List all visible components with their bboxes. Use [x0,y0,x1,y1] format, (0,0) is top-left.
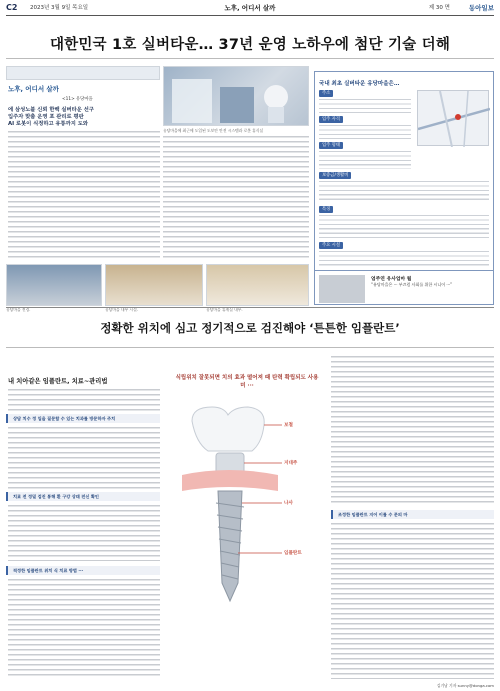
info-tag: 주요 시설 [319,242,343,249]
story-body-left [8,131,160,261]
bio-name: 엄주연 유사업마 월 [371,277,412,282]
info-text [319,251,489,267]
publish-date: 2023년 3월 9일 목요일 [30,5,89,11]
deck-line: AI 로봇이 식정하고 유통까지 도와 [8,121,88,127]
building-photo [6,264,102,306]
story-deck [8,107,160,128]
headline-rule [6,58,494,59]
deck-line: 입주자 맞춤 운영 포 관리로 평판 [8,114,84,120]
main-headline: 대한민국 1호 실버타운… 37년 운영 노하우에 첨단 기술 더해 [49,37,451,53]
story-subtitle: <11> 유당마을 [62,97,93,102]
story-header-panel [6,66,160,80]
implant-illustration [172,403,324,613]
info-text [319,99,411,113]
second-headline: 정확한 위치에 심고 정기적으로 검진해야 ‘튼튼한 임플란트’ [100,321,400,335]
interior-photo [105,264,203,306]
implant-text [8,389,160,411]
story-body-middle [163,136,309,261]
robot-photo-art [164,67,309,126]
section-title: 노후, 어디서 살까 [224,4,276,12]
author-portrait [319,275,365,303]
photo-caption-b: 유당마을 내부 시설. [105,307,138,312]
label-screw: 나사 [284,501,293,506]
newspaper-logo: 동아일보 [468,4,494,12]
implant-text [8,505,160,561]
implant-text [8,427,160,489]
bio-quote: “유당마을은 ··· 부끄럼 사회를 위한 시니어 ···” [371,282,453,287]
subhead-band: 치료 전 정밀 검진 통해 환 구강 상태 전신 확인 [6,492,160,501]
bio-box [314,271,494,305]
story-kicker: 노후, 어디서 살까 [8,85,59,93]
info-tag: 입주 자격 [319,116,343,123]
implant-diagram [172,403,324,613]
info-text [319,125,411,139]
diagram-title: 식립위치 잘못되면 치의 효과 떨어져 때 탄력 확립되도 사용 미 ··· [175,375,319,389]
page-number: C2 [6,3,18,12]
lounge-photo [206,264,309,306]
byline: 김기남 기자 sunny@donga.com [436,683,494,688]
edition-number: 제 30 면 [428,5,450,11]
right-subhead-band: 조정한 임플란트 지어 이를 수 문의 마 [331,510,494,519]
deck-line: 에 삼성노블 신뢰 한백 실버타운 선구 [8,107,94,113]
info-text [319,181,489,203]
info-box [314,71,494,271]
info-tag: 특징 [319,206,333,213]
label-implant: 임플란트 [284,551,302,556]
right-column-text [331,523,494,679]
info-tag: 보증금/생활비 [319,172,351,179]
robot-photo [163,66,309,126]
implant-text [8,579,160,679]
photo-caption-a: 유당마을 전경. [6,307,31,312]
info-box-title: 국내 최초 실버타운 유당마을은… [319,81,400,87]
implant-section-title: 내 치아같은 임플란트, 치료~관리법 [8,378,108,385]
main-photo-caption: 유당마을에 최근에 도입된 도보안 안전 시스템과 로봇 휴식실 [163,128,264,133]
info-text [319,215,489,239]
right-column-text [331,356,494,506]
second-headline-block [6,307,494,348]
info-tag: 입주 형태 [319,142,343,149]
map-art [418,91,490,147]
label-crown: 보철 [284,423,293,428]
subhead-band: 적정한 임플란트 위치 식 치료 방법 ··· [6,566,160,575]
info-tag: 주소 [319,90,333,97]
label-abutment: 지대주 [284,461,298,466]
top-rule [6,15,494,16]
photo-caption-c: 유당마을 휴게실 내부. [206,307,243,312]
masthead [6,2,494,14]
location-map [417,90,489,146]
subhead-band: 상담 치수 정 입을 질문할 수 있는 치과를 방문하자 주치 [6,414,160,423]
info-text [319,151,411,169]
